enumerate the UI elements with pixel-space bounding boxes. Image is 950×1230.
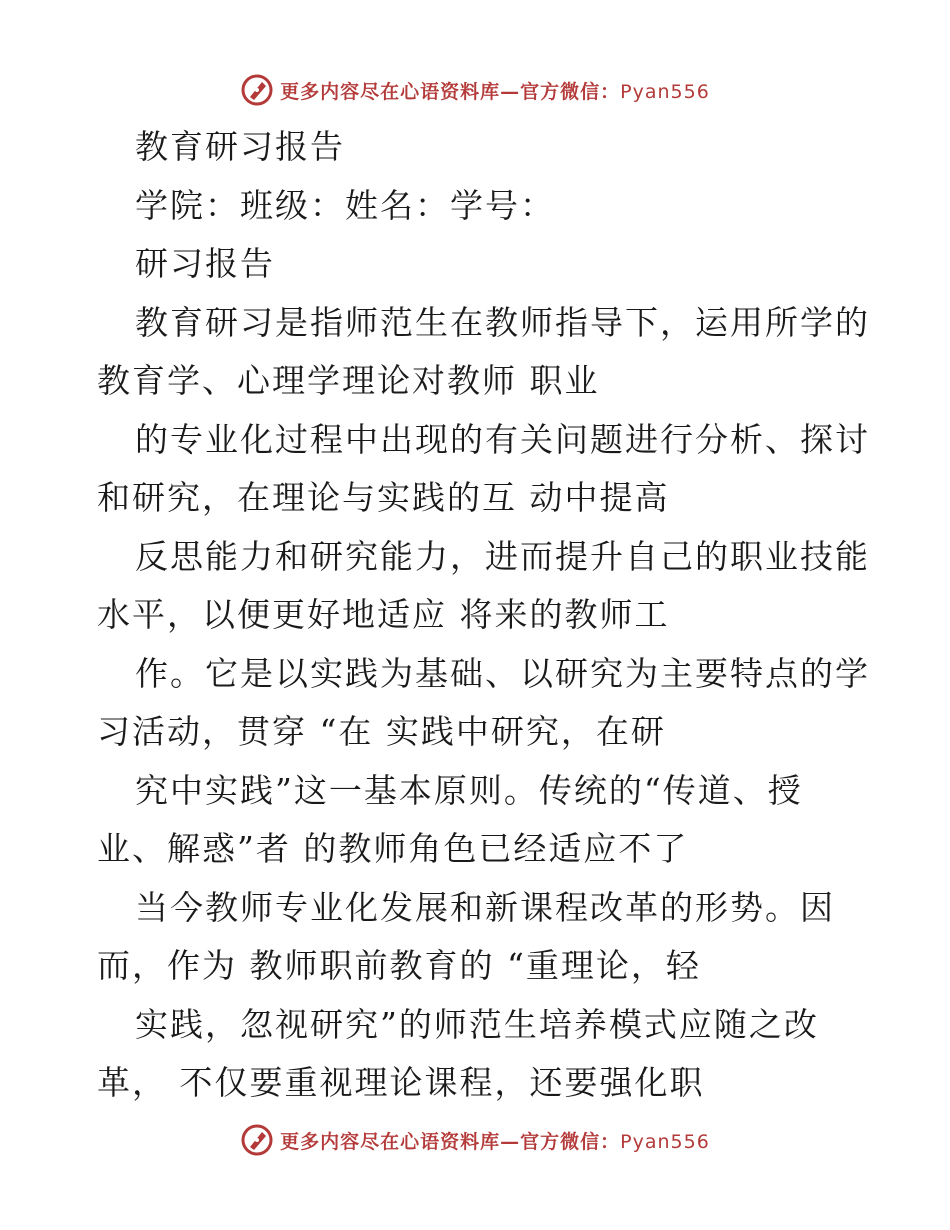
pen-nib-logo-icon [240, 1123, 274, 1157]
paragraph-line: 的专业化过程中出现的有关问题进行分析、探讨 [135, 419, 870, 459]
paragraph-line: 习活动，贯穿 “在 实践中研究，在研 [97, 712, 666, 751]
paragraph-line: 究中实践”这一基本原则。传统的“传道、授 [135, 770, 803, 810]
paragraph-line: 教育学、心理学理论对教师 职业 [97, 361, 600, 400]
paragraph-line: 作。它是以实践为基础、以研究为主要特点的学 [135, 653, 870, 693]
doc-info-fields: 学院：班级：姓名：学号： [135, 185, 555, 225]
header-watermark [0, 70, 950, 110]
watermark-text: 更多内容尽在心语资料库—官方微信：Pyan556 [280, 80, 710, 103]
paragraph-line: 当今教师专业化发展和新课程改革的形势。因 [135, 887, 835, 927]
pen-nib-logo-icon [240, 73, 274, 107]
document-body [97, 118, 877, 1113]
paragraph-line: 反思能力和研究能力，进而提升自己的职业技能 [135, 536, 870, 576]
doc-subtitle: 研习报告 [135, 244, 275, 283]
paragraph-line: 和研究，在理论与实践的互 动中提高 [97, 478, 670, 517]
paragraph-line: 教育研习是指师范生在教师指导下，运用所学的 [135, 302, 870, 342]
paragraph-line: 业、解惑”者 的教师角色已经适应不了 [97, 829, 689, 868]
paragraph-line: 水平，以便更好地适应 将来的教师工 [97, 595, 670, 634]
doc-title: 教育研习报告 [135, 127, 345, 166]
paragraph-line: 实践，忽视研究”的师范生培养模式应随之改 [135, 1004, 819, 1044]
watermark-text: 更多内容尽在心语资料库—官方微信：Pyan556 [280, 1130, 710, 1153]
footer-watermark [0, 1120, 950, 1160]
paragraph-line: 革， 不仅要重视理论课程，还要强化职 [97, 1063, 705, 1102]
paragraph-line: 而，作为 教师职前教育的 “重理论，轻 [97, 946, 701, 985]
